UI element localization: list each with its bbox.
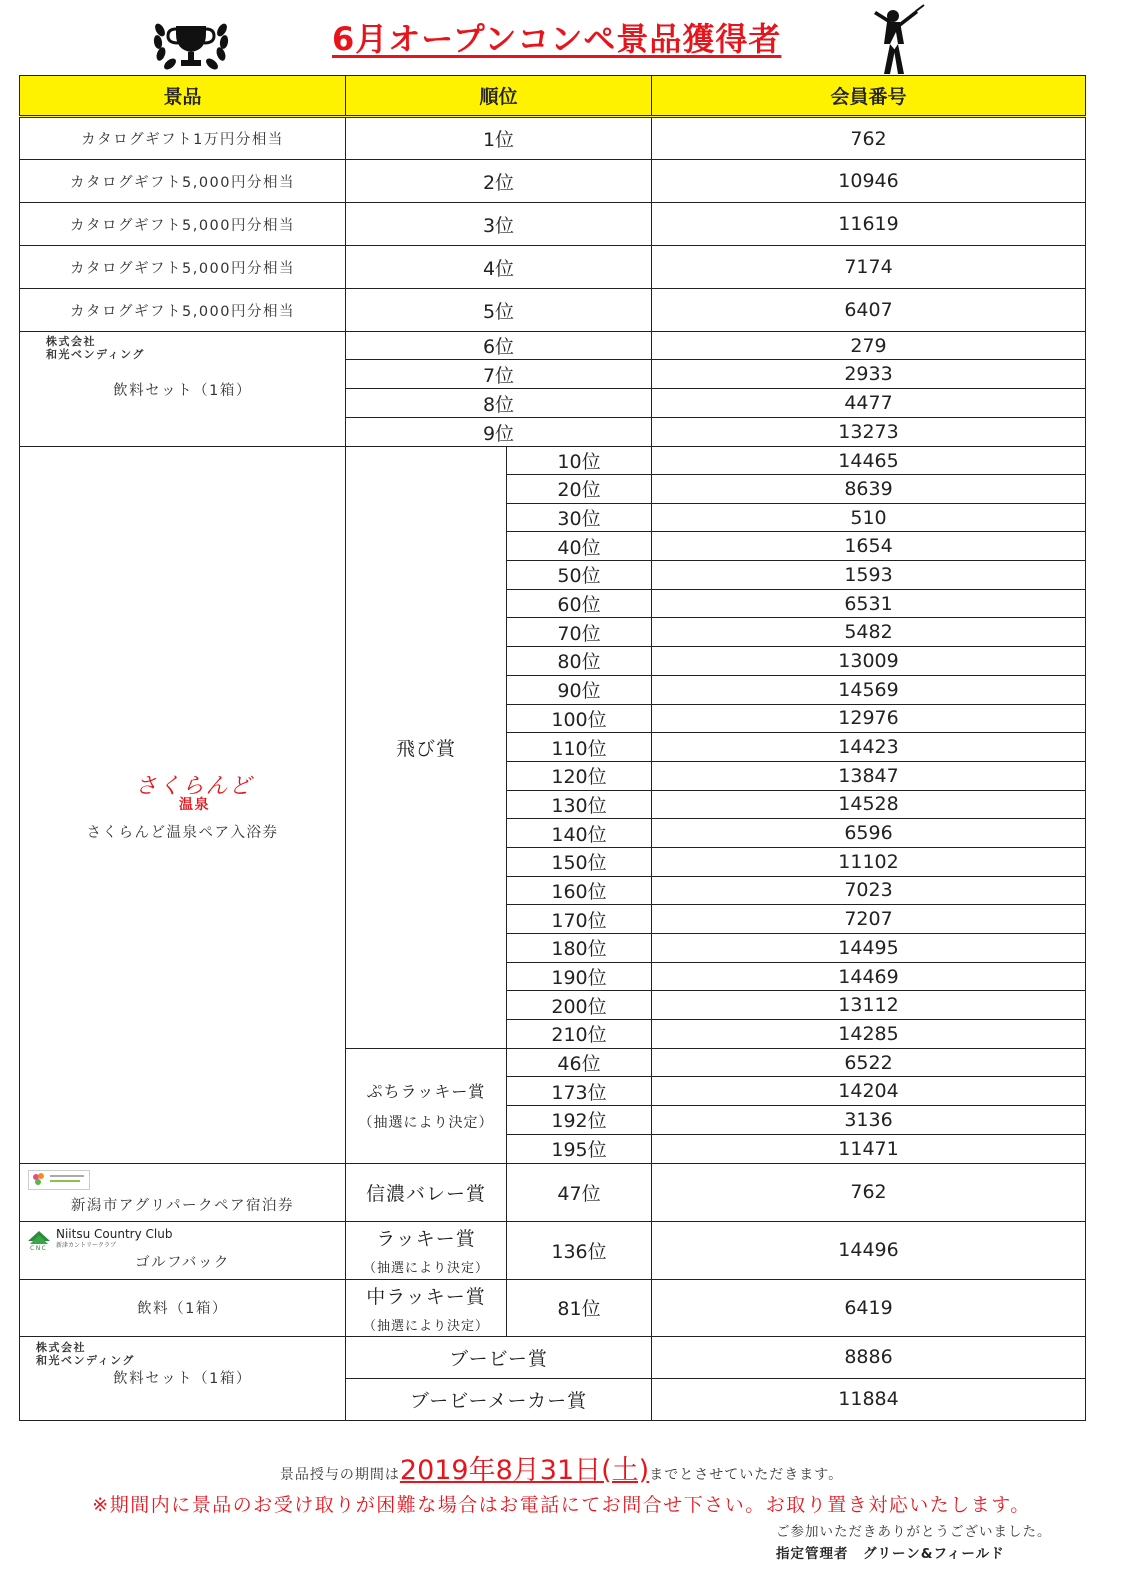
member-number-cell: 1593 [652, 561, 1086, 590]
sakura-prize-cell [20, 447, 346, 1164]
period-prefix: 景品授与の期間は [279, 1467, 400, 1483]
member-number-cell: 6596 [652, 819, 1086, 848]
member-number-cell: 14495 [652, 934, 1086, 963]
rank-cell: 30位 [507, 503, 652, 532]
rank-cell: 180位 [507, 934, 652, 963]
member-number-cell: 13112 [652, 991, 1086, 1020]
rank-cell: 3位 [346, 203, 652, 246]
prize-cell: カタログギフト1万円分相当 [20, 117, 346, 160]
rank-cell: 173位 [507, 1077, 652, 1106]
member-number-cell: 8639 [652, 475, 1086, 504]
manager-text: 指定管理者 グリーン&フィールド [776, 1546, 1005, 1562]
rank-cell: 20位 [507, 475, 652, 504]
sponsor-company-line2: 和光ベンディング [46, 348, 145, 361]
prize-cell: カタログギフト5,000円分相当 [20, 203, 346, 246]
member-number-cell: 11471 [652, 1134, 1086, 1163]
table-row [20, 1279, 1086, 1336]
member-number-cell: 14528 [652, 790, 1086, 819]
prize-cell: カタログギフト5,000円分相当 [20, 160, 346, 203]
member-number-cell: 7207 [652, 905, 1086, 934]
member-number-cell: 11102 [652, 847, 1086, 876]
rank-cell: 140位 [507, 819, 652, 848]
rank-cell: 5位 [346, 289, 652, 332]
rank-cell: 8位 [346, 389, 652, 418]
thanks-text: ご参加いただきありがとうございました。 [776, 1524, 1052, 1540]
member-number-cell: 7023 [652, 876, 1086, 905]
trophy-laurel-icon [150, 10, 232, 72]
svg-text:CNC: CNC [30, 1244, 48, 1252]
award-title: ぷちラッキー賞 [366, 1082, 486, 1102]
prize-cell: 飲料（1箱） [20, 1279, 346, 1336]
table-row [20, 447, 1086, 475]
award-subtitle: （抽選により決定） [362, 1261, 489, 1276]
niitsu-logo-text: Niitsu Country Club [56, 1226, 173, 1241]
table-row [20, 332, 1086, 360]
rank-cell: 2位 [346, 160, 652, 203]
puchi-award-cell [346, 1048, 507, 1163]
sakurando-onsen-logo [133, 767, 253, 814]
period-date: 2019年8月31日(土) [399, 1455, 650, 1486]
rank-cell: 190位 [507, 962, 652, 991]
period-suffix: までとさせていただきます。 [649, 1467, 844, 1483]
column-header-member: 会員番号 [652, 76, 1086, 117]
award-subtitle: （抽選により決定） [362, 1318, 489, 1334]
niitsu-logo-subtext: 新津カントリークラブ [56, 1241, 117, 1249]
sponsor-company-line1: 株式会社 [36, 1340, 86, 1354]
member-number-cell: 1654 [652, 532, 1086, 561]
svg-text:温泉: 温泉 [178, 797, 210, 814]
member-number-cell: 14469 [652, 962, 1086, 991]
member-number-cell: 510 [652, 503, 1086, 532]
award-cell [346, 1221, 507, 1279]
rank-cell: 80位 [507, 647, 652, 676]
rank-cell: 136位 [507, 1221, 652, 1279]
member-number-cell: 4477 [652, 389, 1086, 418]
member-number-cell: 2933 [652, 360, 1086, 389]
table-row [20, 1163, 1086, 1221]
rank-cell: 10位 [507, 447, 652, 475]
rank-cell: 40位 [507, 532, 652, 561]
award-subtitle: （抽選により決定） [358, 1115, 494, 1132]
rank-cell: 160位 [507, 876, 652, 905]
member-number-cell: 14423 [652, 733, 1086, 762]
prize-cell [20, 1163, 346, 1221]
member-number-cell: 3136 [652, 1106, 1086, 1135]
rank-cell: 60位 [507, 589, 652, 618]
pickup-notice: ※期間内に景品のお受け取りが困難な場合はお電話にてお問合せ下さい。お取り置き対応いたします。 [92, 1494, 1031, 1516]
member-number-cell: 12976 [652, 704, 1086, 733]
rank-cell: 210位 [507, 1020, 652, 1049]
rank-cell: 81位 [507, 1279, 652, 1336]
member-number-cell: 6419 [652, 1279, 1086, 1336]
award-cell: ブービーメーカー賞 [346, 1378, 652, 1420]
prize-text: 飲料セット（1箱） [113, 1370, 252, 1387]
member-number-cell: 6522 [652, 1048, 1086, 1077]
column-header-prize: 景品 [20, 76, 346, 117]
table-row [20, 160, 1086, 203]
award-title: 中ラッキー賞 [366, 1285, 486, 1308]
prize-text: 新潟市アグリパークペア宿泊券 [70, 1197, 295, 1214]
member-number-cell: 279 [652, 332, 1086, 360]
rank-cell: 46位 [507, 1048, 652, 1077]
member-number-cell: 13847 [652, 761, 1086, 790]
member-number-cell: 14285 [652, 1020, 1086, 1049]
rank-cell: 100位 [507, 704, 652, 733]
rank-cell: 70位 [507, 618, 652, 647]
niitsu-cc-icon [26, 1229, 52, 1251]
table-row [20, 117, 1086, 160]
rank-cell: 192位 [507, 1106, 652, 1135]
prize-text: 飲料セット（1箱） [113, 383, 252, 399]
rank-cell: 47位 [507, 1163, 652, 1221]
prize-winners-table [19, 75, 1086, 1421]
sponsor-company-line1: 株式会社 [46, 335, 96, 348]
tobi-award-cell: 飛び賞 [346, 447, 507, 1049]
prize-cell [20, 1221, 346, 1279]
golfer-icon [860, 4, 930, 76]
member-number-cell: 13273 [652, 418, 1086, 447]
rank-cell: 4位 [346, 246, 652, 289]
column-header-rank: 順位 [346, 76, 652, 117]
table-row [20, 289, 1086, 332]
member-number-cell: 5482 [652, 618, 1086, 647]
member-number-cell: 762 [652, 1163, 1086, 1221]
svg-text:さくらんど: さくらんど [134, 774, 253, 800]
rank-cell: 200位 [507, 991, 652, 1020]
rank-cell: 195位 [507, 1134, 652, 1163]
agripark-logo [28, 1170, 90, 1190]
member-number-cell: 13009 [652, 647, 1086, 676]
award-cell [346, 1279, 507, 1336]
member-number-cell: 11884 [652, 1378, 1086, 1420]
sponsor-company-line2: 和光ベンディング [36, 1353, 135, 1367]
table-row [20, 246, 1086, 289]
member-number-cell: 14204 [652, 1077, 1086, 1106]
table-row [20, 1336, 1086, 1378]
prize-cell: カタログギフト5,000円分相当 [20, 289, 346, 332]
prize-text: さくらんど温泉ペア入浴券 [86, 825, 279, 842]
table-row [20, 1221, 1086, 1279]
member-number-cell: 8886 [652, 1336, 1086, 1378]
page-header [0, 0, 1123, 76]
member-number-cell: 14569 [652, 675, 1086, 704]
award-cell: ブービー賞 [346, 1336, 652, 1378]
rank-cell: 170位 [507, 905, 652, 934]
rank-cell: 90位 [507, 675, 652, 704]
member-number-cell: 14465 [652, 447, 1086, 475]
rank-cell: 110位 [507, 733, 652, 762]
award-title: ラッキー賞 [376, 1228, 476, 1250]
page-title: 6月オープンコンペ景品獲得者 [332, 20, 782, 58]
rank-cell: 1位 [346, 117, 652, 160]
prize-cell: カタログギフト5,000円分相当 [20, 246, 346, 289]
member-number-cell: 6407 [652, 289, 1086, 332]
niitsu-logo [26, 1226, 345, 1252]
table-header-row [20, 76, 1086, 117]
member-number-cell: 10946 [652, 160, 1086, 203]
member-number-cell: 11619 [652, 203, 1086, 246]
rank-cell: 120位 [507, 761, 652, 790]
rank-cell: 9位 [346, 418, 652, 447]
table-row [20, 203, 1086, 246]
member-number-cell: 14496 [652, 1221, 1086, 1279]
member-number-cell: 7174 [652, 246, 1086, 289]
period-notice [0, 1448, 1123, 1487]
sponsor-prize-cell [20, 332, 346, 447]
member-number-cell: 762 [652, 117, 1086, 160]
member-number-cell: 6531 [652, 589, 1086, 618]
sponsor-prize-cell [20, 1336, 346, 1420]
award-cell: 信濃バレー賞 [346, 1163, 507, 1221]
rank-cell: 150位 [507, 847, 652, 876]
rank-cell: 130位 [507, 790, 652, 819]
rank-cell: 50位 [507, 561, 652, 590]
prize-text: ゴルフバック [135, 1254, 230, 1271]
rank-cell: 6位 [346, 332, 652, 360]
rank-cell: 7位 [346, 360, 652, 389]
